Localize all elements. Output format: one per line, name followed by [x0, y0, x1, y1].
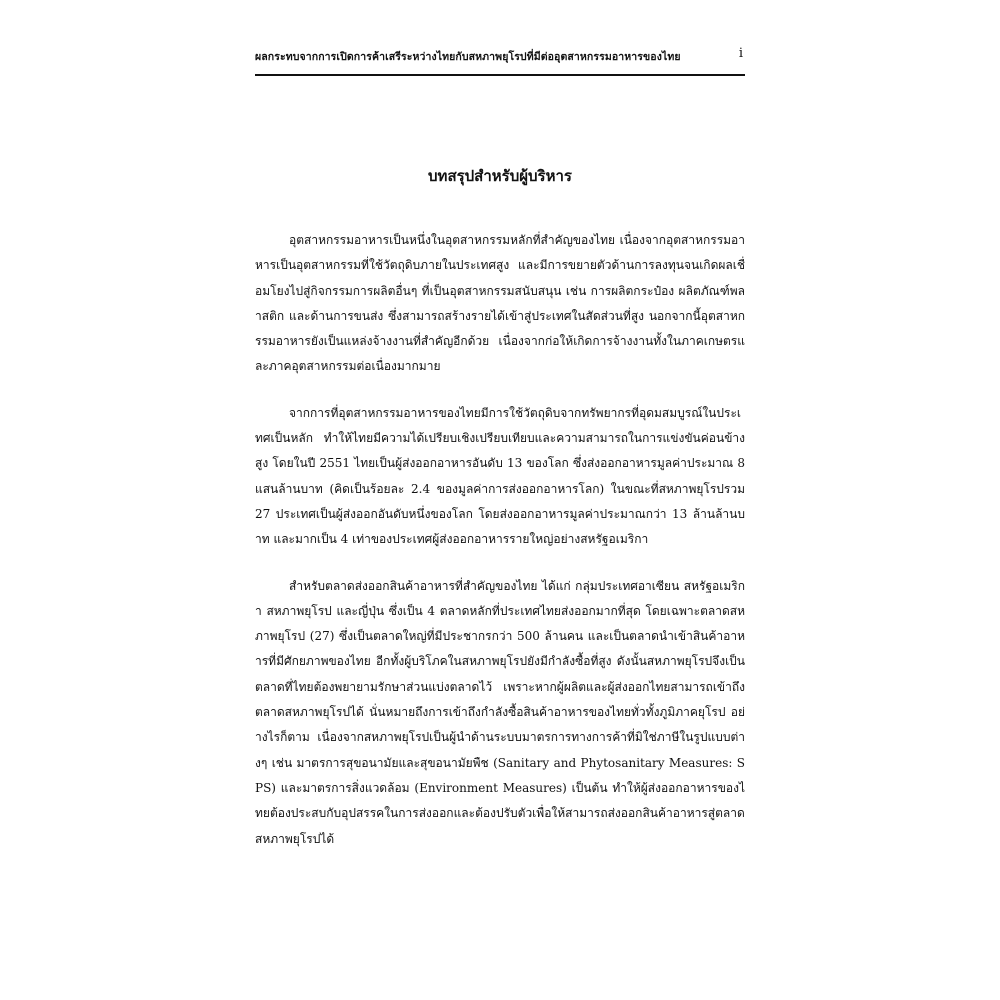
paragraph-2: จากการที่อุตสาหกรรมอาหารของไทยมีการใช้วัตถุดิบจากทรัพยากรที่อุดมสมบูรณ์ในประเทศเป็นหลัก ทำให้ไทยมีความได้เปรียบเชิงเปรียบเทียบและความสามารถในการแข่งขันค่อนข้างสูง โดยในปี 2551 ไทยเป็นผู้ส่งออกอาหารอันดับ 13 ของโลก ซึ่งส่งออกอาหารมูลค่าประมาณ 8 แสนล้านบาท (คิดเป็นร้อยละ 2.4 ของมูลค่าการส่งออกอาหารโลก) ในขณะที่สหภาพยุโรปรวม 27 ประเทศเป็นผู้ส่งออกอันดับหนึ่งของโลก โดยส่งออกอาหารมูลค่าประมาณกว่า 13 ล้านล้านบาท และมากเป็น 4 เท่าของประเทศผู้ส่งออกอาหารรายใหญ่อย่างสหรัฐอเมริกา	[255, 405, 745, 547]
document-body	[255, 228, 745, 873]
document-title: บทสรุปสำหรับผู้บริหาร	[428, 167, 572, 185]
paragraph-1: อุตสาหกรรมอาหารเป็นหนึ่งในอุตสาหกรรมหลักที่สำคัญของไทย เนื่องจากอุตสาหกรรมอาหารเป็นอุตสาหกรรมที่ใช้วัตถุดิบภายในประเทศสูง และมีการขยายตัวด้านการลงทุนจนเกิดผลเชื่อมโยงไปสู่กิจกรรมการผลิตอื่นๆ ที่เป็นอุตสาหกรรมสนับสนุน เช่น การผลิตกระป๋อง ผลิตภัณฑ์พลาสติก และด้านการขนส่ง ซึ่งสามารถสร้างรายได้เข้าสู่ประเทศในสัดส่วนที่สูง นอกจากนี้อุตสาหกรรมอาหารยังเป็นแหล่งจ้างงานที่สำคัญอีกด้วย เนื่องจากก่อให้เกิดการจ้างงานทั้งในภาคเกษตรและภาคอุตสาหกรรมต่อเนื่องมากมาย	[255, 233, 745, 374]
paragraph-3: สำหรับตลาดส่งออกสินค้าอาหารที่สำคัญของไทย ได้แก่ กลุ่มประเทศอาเซียน สหรัฐอเมริกา สหภาพยุโรป และญี่ปุ่น ซึ่งเป็น 4 ตลาดหลักที่ประเทศไทยส่งออกมากที่สุด โดยเฉพาะตลาดสหภาพยุโรป (27) ซึ่งเป็นตลาดใหญ่ที่มีประชากรกว่า 500 ล้านคน และเป็นตลาดนำเข้าสินค้าอาหารที่มีศักยภาพของไทย อีกทั้งผู้บริโภคในสหภาพยุโรปยังมีกำลังซื้อที่สูง ดังนั้นสหภาพยุโรปจึงเป็นตลาดที่ไทยต้องพยายามรักษาส่วนแบ่งตลาดไว้ เพราะหากผู้ผลิตและผู้ส่งออกไทยสามารถเข้าถึงตลาดสหภาพยุโรปได้ นั่นหมายถึงการเข้าถึงกำลังซื้อสินค้าอาหารของไทยทั่วทั้งภูมิภาคยุโรป อย่างไรก็ตาม เนื่องจากสหภาพยุโรปเป็นผู้นำด้านระบบมาตรการทางการค้าที่มิใช่ภาษีในรูปแบบต่างๆ เช่น มาตรการสุขอนามัยและสุขอนามัยพืช (Sanitary and Phytosanitary Measures: SPS) และมาตรการสิ่งแวดล้อม (Environment Measures) เป็นต้น ทำให้ผู้ส่งออกอาหารของไทยต้องประสบกับอุปสรรคในการส่งออกและต้องปรับตัวเพื่อให้สามารถส่งออกสินค้าอาหารสู่ตลาดสหภาพยุโรปได้	[255, 578, 745, 846]
header-title: ผลกระทบจากการเปิดการค้าเสรีระหว่างไทยกับสหภาพยุโรปที่มีต่ออุตสาหกรรมอาหารของไทย	[255, 51, 681, 63]
page-number: i	[738, 46, 743, 61]
header-divider	[255, 74, 745, 76]
running-header	[255, 46, 745, 70]
